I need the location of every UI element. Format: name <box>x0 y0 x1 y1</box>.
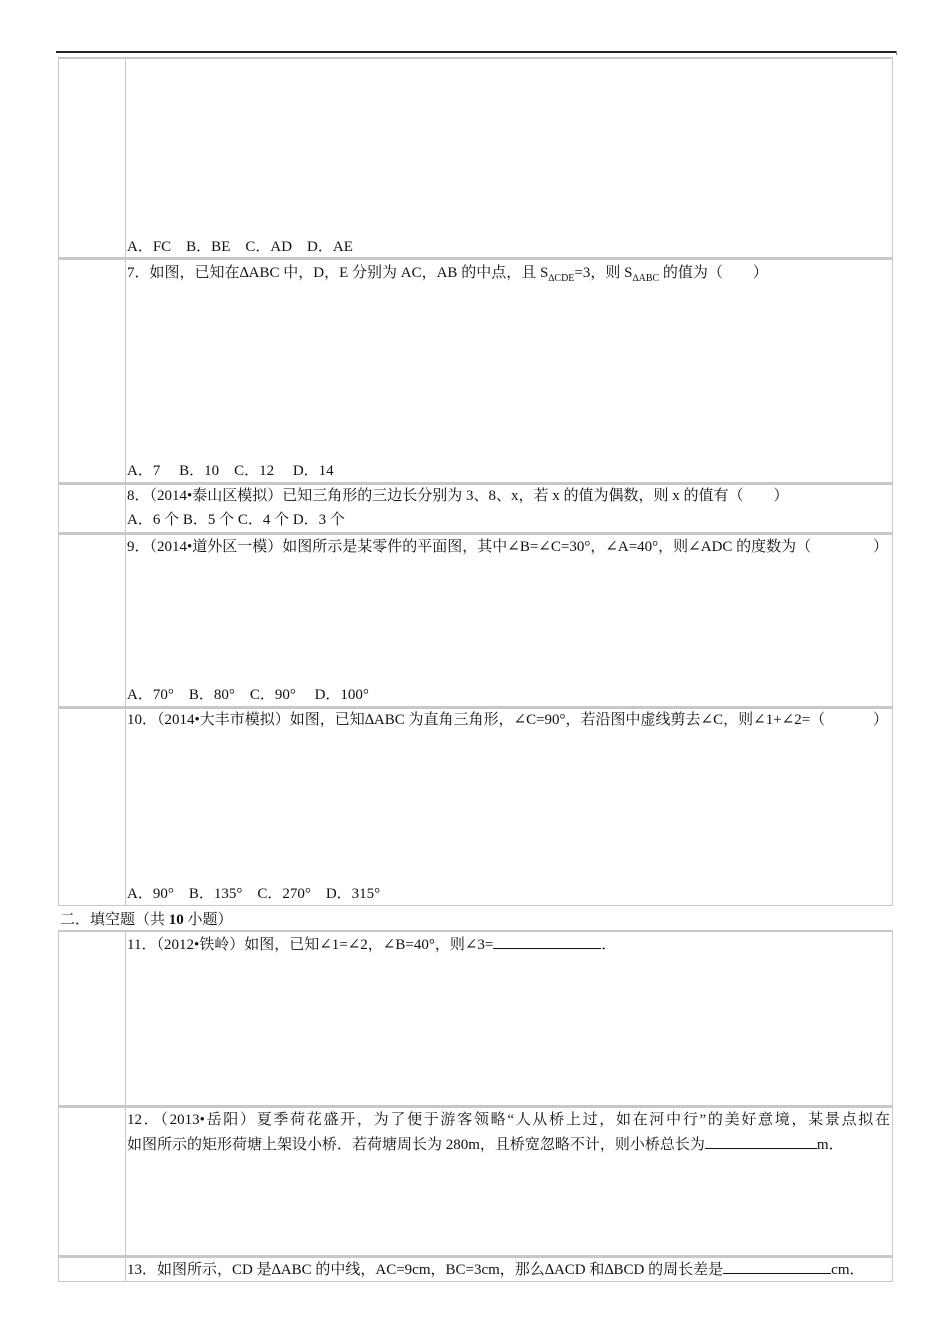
answer-blank[interactable] <box>493 935 601 949</box>
section-heading-suffix: 小题） <box>183 912 233 928</box>
question-content <box>125 535 892 706</box>
q7-options: A．7 B．10 C．12 D．14 <box>127 463 334 479</box>
q7-sub-cde: ∆CDE <box>548 273 575 284</box>
question-content <box>125 709 892 905</box>
q7-stem-prefix: 7．如图，已知在∆ABC 中，D，E 分别为 AC，AB 的中点，且 S <box>127 265 549 281</box>
q6-options: A．FC B．BE C．AD D．AE <box>127 239 353 255</box>
q8-options: A．6 个 B．5 个 C．4 个 D．3 个 <box>127 512 345 528</box>
question-row-11 <box>58 930 893 1106</box>
question-number-cell <box>59 535 126 706</box>
question-row-13 <box>58 1256 893 1282</box>
question-number-cell <box>59 932 126 1105</box>
answer-blank[interactable] <box>705 1135 817 1149</box>
question-row-6 <box>58 57 893 258</box>
q10-options: A．90° B．135° C．270° D．315° <box>127 886 381 902</box>
q12-stem-line1: 12．（2013•岳阳）夏季荷花盛开，为了便于游客领略“人从桥上过，如在河中行”的美好意境，某景点拟在 <box>127 1112 890 1128</box>
q7-stem <box>127 263 890 285</box>
question-content <box>125 485 892 532</box>
section-heading-fill-in <box>60 910 233 930</box>
question-content <box>125 932 892 1105</box>
answer-blank[interactable] <box>723 1260 831 1274</box>
question-number-cell <box>59 485 126 532</box>
q10-stem <box>127 710 890 730</box>
header-rule <box>56 51 896 53</box>
section-heading-prefix: 二．填空题（共 <box>60 912 169 928</box>
q11-stem-prefix: 11．（2012•铁岭）如图，已知∠1=∠2，∠B=40°，则∠3= <box>127 937 494 953</box>
question-row-12 <box>58 1106 893 1256</box>
section-heading-count: 10 <box>168 912 184 928</box>
question-content <box>125 1258 892 1281</box>
question-number-cell <box>59 1258 126 1281</box>
q11-stem-suffix: ． <box>601 937 617 953</box>
q13-stem-prefix: 13．如图所示，CD 是∆ABC 的中线，AC=9cm，BC=3cm，那么∆ACD 和∆BCD 的周长差是 <box>127 1262 724 1278</box>
q12-stem-line2 <box>127 1135 890 1155</box>
q9-options: A．70° B．80° C．90° D．100° <box>127 687 369 703</box>
header-tick <box>896 51 897 55</box>
question-number-cell <box>59 709 126 905</box>
question-row-7 <box>58 258 893 483</box>
q7-stem-suffix: 的值为（ ） <box>659 265 768 281</box>
q12-stem-line2-prefix: 如图所示的矩形荷塘上架设小桥．若荷塘周长为 280m，且桥宽忽略不计，则小桥总长为 <box>127 1137 705 1153</box>
q7-sub-abc: ∆ABC <box>632 273 660 284</box>
q11-stem <box>127 935 890 955</box>
question-row-10 <box>58 707 893 906</box>
question-row-8 <box>58 483 893 533</box>
question-number-cell <box>59 59 126 257</box>
question-number-cell <box>59 260 126 482</box>
question-content <box>125 1108 892 1255</box>
q13-stem-suffix: cm． <box>831 1262 865 1278</box>
q9-stem-text: 9．（2014•道外区一模）如图所示是某零件的平面图，其中∠B=∠C=30°，∠A=40°，则∠ADC 的度数为（ <box>127 539 812 555</box>
question-number-cell <box>59 1108 126 1255</box>
q13-stem <box>127 1260 890 1280</box>
question-content <box>125 59 892 257</box>
q9-close-paren: ） <box>872 539 888 555</box>
q10-stem-text: 10．（2014•大丰市模拟）如图，已知∆ABC 为直角三角形，∠C=90°，若沿图中虚线剪去∠C，则∠1+∠2=（ <box>127 712 826 728</box>
q8-stem: 8．（2014•泰山区模拟）已知三角形的三边长分别为 3、8、x，若 x 的值为偶数，则 x 的值有（ ） <box>127 488 789 504</box>
question-row-9 <box>58 533 893 707</box>
q9-stem <box>127 537 890 557</box>
q12-stem-line2-suffix: m． <box>816 1137 844 1153</box>
question-content <box>125 260 892 482</box>
q7-stem-mid: =3，则 S <box>574 265 633 281</box>
q10-close-paren: ） <box>872 712 888 728</box>
